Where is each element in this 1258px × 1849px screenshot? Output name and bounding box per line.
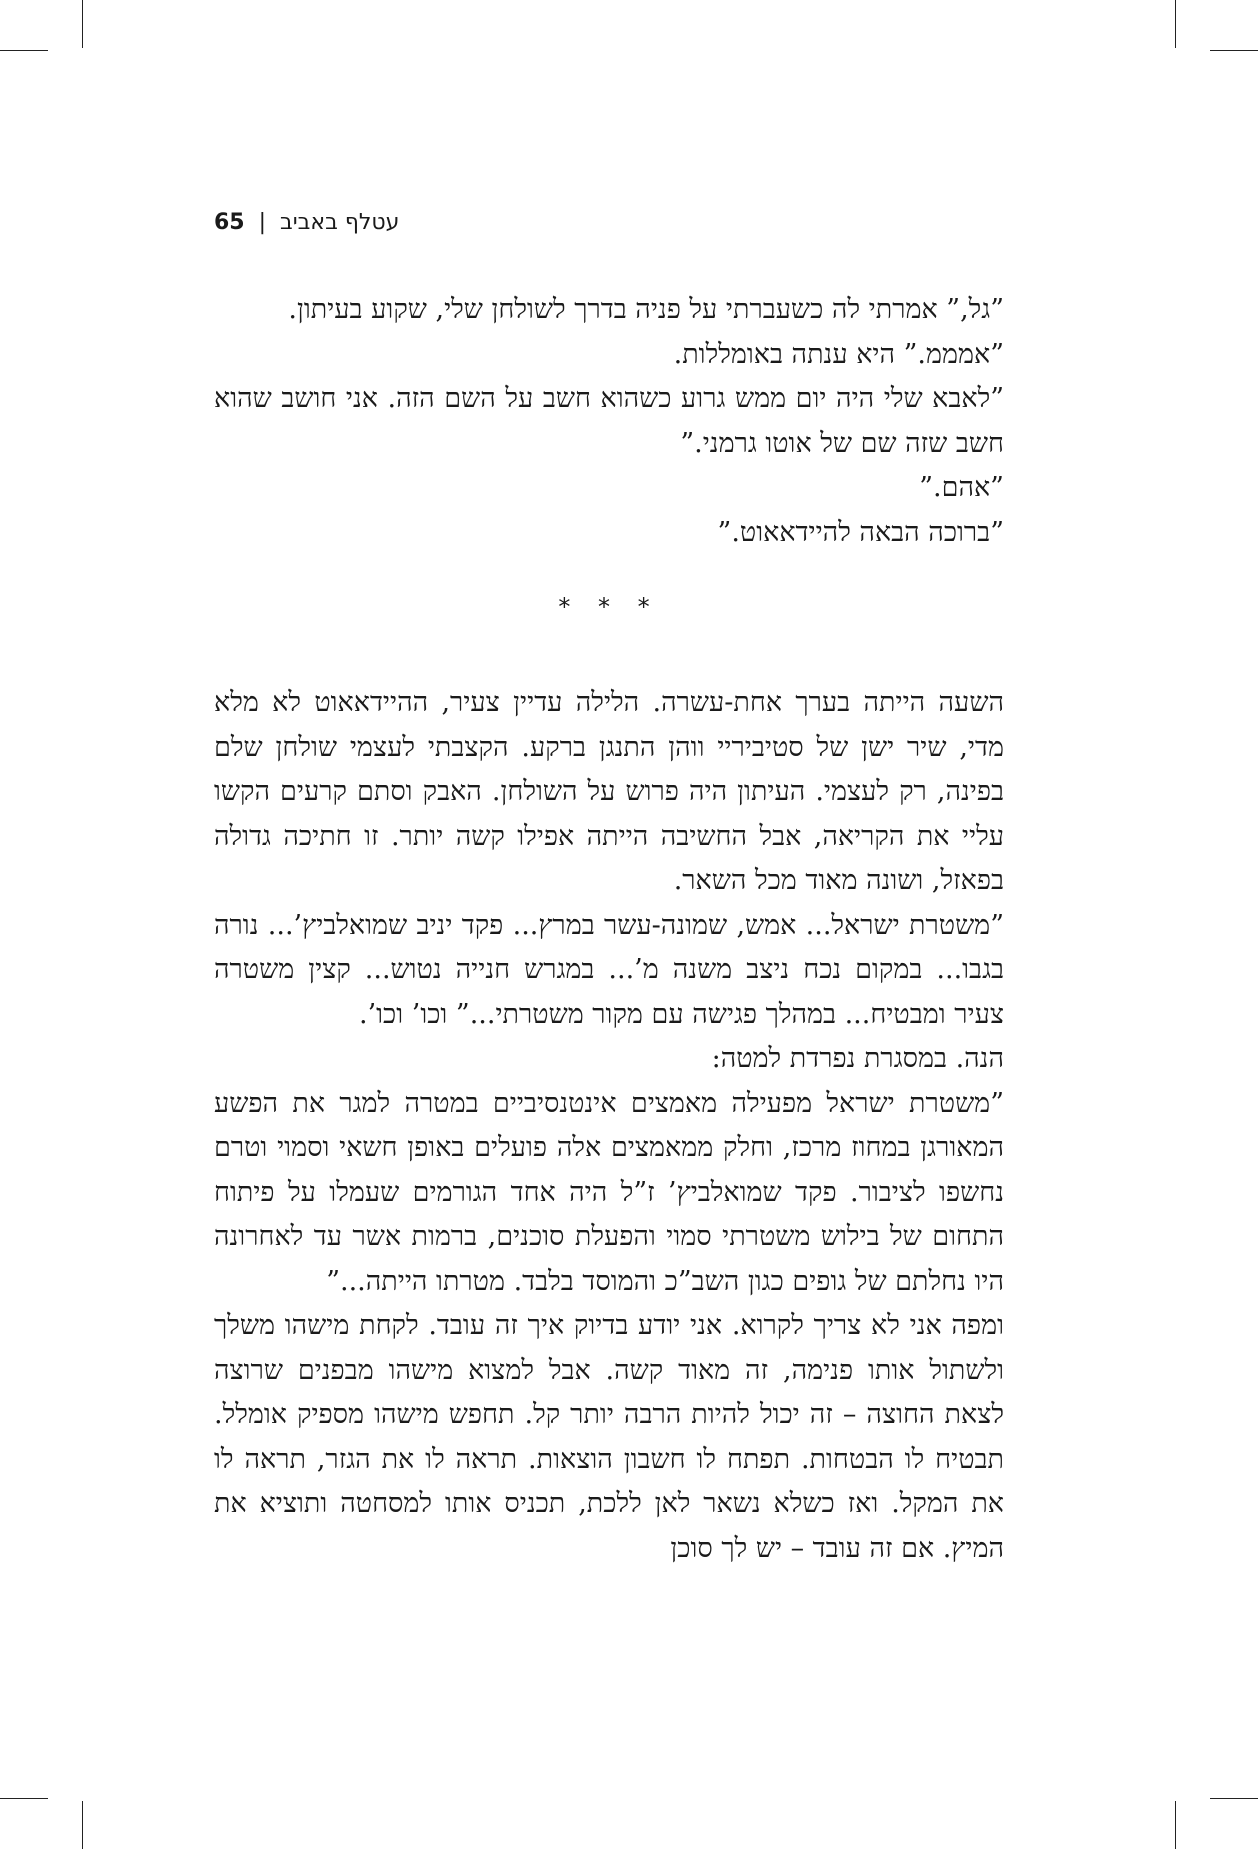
crop-mark	[1210, 50, 1258, 51]
body-paragraph: ”משטרת ישראל... אמש, שמונה-עשר במרץ... פקד יניב שמואלביץ’... נורה בגבו... במקום נכח ניצב משנה מ’... במגרש חנייה נטוש... קצין משטרה צעיר ומבטיח... במהלך פגישה עם מקור משטרתי...” וכו’ וכו’.	[214, 909, 1004, 1030]
crop-mark	[0, 1798, 48, 1799]
dialogue-line: ”גל,” אמרתי לה כשעברתי על פניה בדרך לשולחן שלי, שקוע בעיתון.	[288, 294, 1004, 325]
body-paragraph: ”משטרת ישראל מפעילה מאמצים אינטנסיביים במטרה למגר את הפשע המאורגן במחוז מרכז, וחלק ממאמצים אלה פועלים באופן חשאי וסמוי וטרם נחשפו לציבור. פקד שמואלביץ’ ז”ל היה אחד הגורמים שעמלו על פיתוח התחום של בילוש משטרתי סמוי והפעלת סוכנים, ברמות אשר עד לאחרונה היו נחלתם של גופים כגון השב”כ והמוסד בלבד. מטרתו הייתה...”	[214, 1087, 1004, 1297]
section-break: * * *	[558, 593, 660, 621]
page-text	[214, 288, 1004, 1571]
crop-mark	[82, 0, 83, 48]
body-paragraph: הנה. במסגרת נפרדת למטה:	[711, 1043, 1004, 1074]
dialogue-line: ”אהם.”	[919, 472, 1004, 503]
dialogue-line: ”ברוכה הבאה להיידאאוט.”	[717, 516, 1004, 548]
running-head-separator: |	[258, 210, 267, 235]
crop-mark	[0, 50, 48, 51]
dialogue-line: ”לאבא שלי היה יום ממש גרוע כשהוא חשב על השם הזה. אני חושב שהוא חשב שזה שם של אוטו גרמני.”	[214, 383, 1004, 459]
crop-mark	[1210, 1798, 1258, 1799]
dialogue-line: ”אמממ.” היא ענתה באומללות.	[673, 338, 1004, 370]
crop-mark	[1175, 0, 1176, 48]
book-title: עטלף באביב	[280, 210, 400, 235]
running-head	[214, 210, 1004, 235]
page-number: 65	[214, 210, 245, 235]
body-paragraph: השעה הייתה בערך אחת-עשרה. הלילה עדיין צעיר, ההיידאאוט לא מלא מדי, שיר ישן של סטיביריי ווהן התנגן ברקע. הקצבתי לעצמי שולחן שלם בפינה, רק לעצמי. העיתון היה פרוש על השולחן. האבק וסתם קרעים הקשו עליי את הקריאה, אבל החשיבה הייתה אפילו קשה יותר. זו חתיכה גדולה בפאזל, ושונה מאוד מכל השאר.	[214, 687, 1004, 896]
crop-mark	[1175, 1801, 1176, 1849]
body-paragraph: ומפה אני לא צריך לקרוא. אני יודע בדיוק איך זה עובד. לקחת מישהו משלך ולשתול אותו פנימה, זה מאוד קשה. אבל למצוא מישהו מבפנים שרוצה לצאת החוצה – זה יכול להיות הרבה יותר קל. תחפש מישהו מספיק אומלל. תבטיח לו הבטחות. תפתח לו חשבון הוצאות. תראה לו את הגזר, תראה לו את המקל. ואז כשלא נשאר לאן ללכת, תכניס אותו למסחטה ותוציא את המיץ. אם זה עובד – יש לך סוכן	[214, 1310, 1004, 1564]
crop-mark	[82, 1801, 83, 1849]
